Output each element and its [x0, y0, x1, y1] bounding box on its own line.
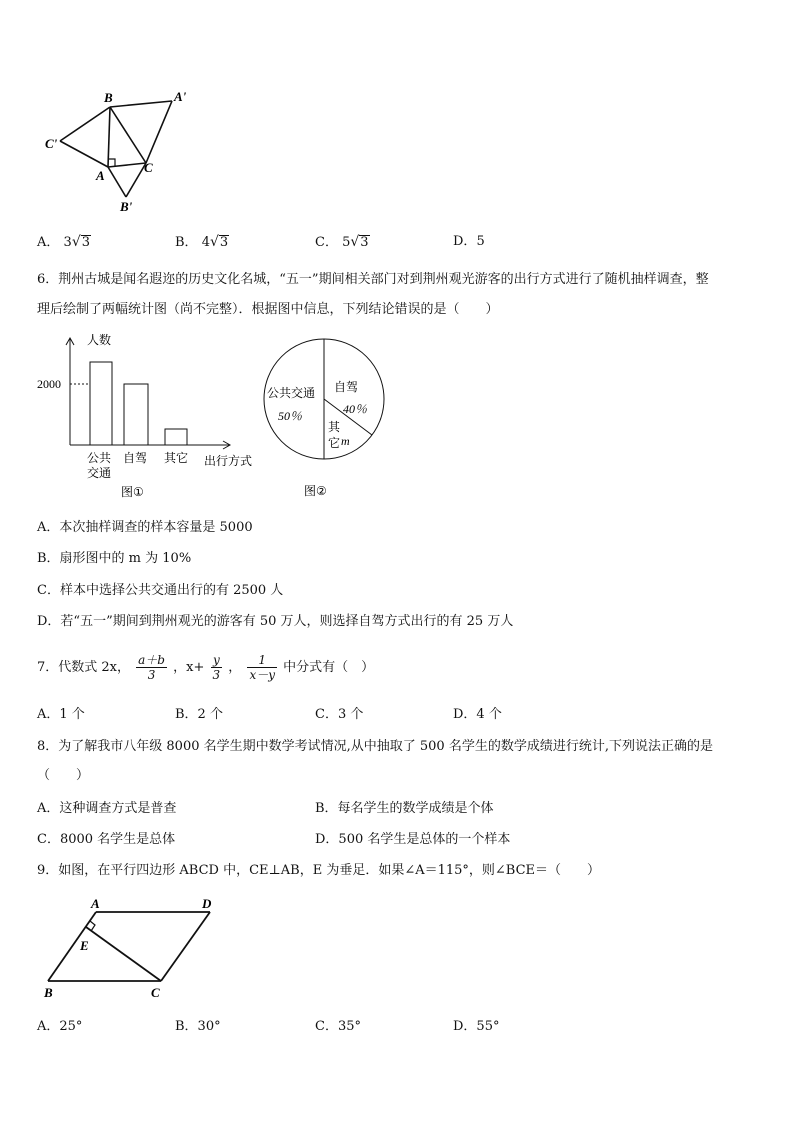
q7-fraction-1: $\frac{a+b}{3}$: [138, 653, 165, 682]
q7-option-d: D．4 个: [453, 707, 502, 722]
q6-bar-ytick-2000: 2000: [37, 377, 61, 391]
q5-label-C-prime: C': [45, 136, 58, 151]
q5-edge-BC: [110, 107, 146, 163]
q8-stem-line1: 8．为了解我市八年级 8000 名学生期中数学考试情况,从中抽取了 500 名学生的数学成绩进行统计,下列说法正确的是: [37, 739, 713, 754]
q9-edge-DC: [161, 912, 210, 981]
q5-option-c-coef: 5: [342, 235, 351, 250]
q5-option-d: D．5: [453, 234, 485, 249]
q5-option-a-coef: 3: [63, 235, 72, 250]
q6-option-d: D．若“五一”期间到荆州观光的游客有 50 万人，则选择自驾方式出行的有 25 万人: [37, 614, 514, 629]
q5-option-b-coef: 4: [201, 235, 210, 250]
q8-option-c: C．8000 名学生是总体: [37, 832, 176, 847]
q6-bar-cat1b: 交通: [87, 466, 112, 480]
q5-label-A: A: [96, 168, 105, 183]
q7-option-b: B．2 个: [175, 707, 223, 722]
q8-stem-line2: （ ）: [37, 768, 90, 783]
q6-option-a: A．本次抽样调查的样本容量是 5000: [37, 520, 253, 535]
q6-pie-caption: 图②: [304, 484, 327, 498]
q6-bar-caption: 图①: [121, 485, 144, 499]
q9-label-C: C: [151, 985, 160, 1000]
q5-label-B-prime: B': [120, 199, 133, 214]
q6-bar-cat1a: 公共: [87, 451, 112, 465]
q5-option-b: B． 4√3: [175, 234, 229, 250]
q6-pie-slice3-a: 其: [328, 420, 341, 434]
q5-edge-AB': [108, 167, 126, 197]
q5-option-a-rad: 3: [81, 235, 91, 250]
q6-bar-cat2: 自驾: [123, 451, 148, 465]
q5-option-c: C． 5√3: [315, 234, 369, 250]
q5-label-B: B: [104, 90, 113, 105]
q5-edge-BC': [60, 107, 110, 141]
q5-figure: [40, 85, 210, 220]
q9-option-a: A．25°: [37, 1019, 83, 1034]
q8-option-a: A．这种调查方式是普查: [37, 801, 177, 816]
q9-figure: [38, 892, 238, 1007]
q9-stem: 9．如图，在平行四边形 ABCD 中，CE⊥AB，E 为垂足．如果∠A＝115°，则∠BCE＝（ ）: [37, 863, 601, 878]
q5-edge-BA: [108, 107, 110, 167]
q7-prefix: 7．代数式 2x，: [37, 660, 131, 675]
q8-option-d: D．500 名学生是总体的一个样本: [315, 832, 511, 847]
q7-comma: ，: [228, 660, 242, 675]
q7-option-a: A．1 个: [37, 707, 85, 722]
q6-bar-public-transit: [90, 362, 112, 445]
q5-edge-CB': [126, 163, 146, 197]
q6-bar-other: [165, 429, 187, 445]
q6-bar-ylabel: 人数: [87, 333, 112, 347]
q5-edge-BA': [110, 101, 172, 107]
q6-option-c: C．样本中选择公共交通出行的有 2500 人: [37, 583, 284, 598]
q6-pie-slice2-pct: 40％: [343, 402, 368, 416]
q5-label-C: C: [144, 160, 153, 175]
q6-pie-slice2-name: 自驾: [334, 380, 359, 394]
q7-stem: [37, 648, 374, 688]
q9-label-A: A: [91, 896, 100, 911]
q6-stem-line2: 理后绘制了两幅统计图（尚不完整）．根据图中信息，下列结论错误的是（ ）: [37, 302, 499, 317]
q6-pie-chart: [258, 335, 398, 500]
q6-option-b: B．扇形图中的 m 为 10%: [37, 551, 192, 566]
q6-pie-slice1-name: 公共交通: [267, 386, 316, 400]
q9-option-c: C．35°: [315, 1019, 361, 1034]
q6-stem-line1: 6．荆州古城是闻名遐迩的历史文化名城，“五一”期间相关部门对到荆州观光游客的出行方式进行了随机抽样调查，整: [37, 272, 709, 287]
q7-fraction-3: $\frac{1}{x-y}$: [249, 653, 276, 682]
q5-edge-A'C: [146, 101, 172, 163]
q9-segment-CE: [86, 927, 161, 981]
q7-option-c: C．3 个: [315, 707, 364, 722]
q5-option-a: A． 3√3: [37, 234, 91, 250]
q9-option-b: B．30°: [175, 1019, 221, 1034]
q5-option-b-rad: 3: [219, 235, 229, 250]
q5-label-A-prime: A': [174, 89, 187, 104]
q5-edge-C'A: [60, 141, 108, 167]
q5-edge-AC: [108, 163, 146, 167]
q7-fraction-2: $\frac{y}{3}$: [212, 653, 221, 682]
q6-bar-xlabel: 出行方式: [204, 454, 253, 468]
q6-bar-chart: [30, 328, 270, 500]
q8-option-b: B．每名学生的数学成绩是个体: [315, 801, 494, 816]
q9-label-B: B: [44, 985, 53, 1000]
q6-pie-slice3-b: 它: [328, 436, 341, 450]
q7-mid: ，x+: [173, 660, 205, 675]
q7-suffix: 中分式有（ ）: [283, 660, 375, 675]
q9-edge-BA: [48, 912, 96, 981]
q6-bar-self-drive: [124, 384, 148, 445]
q6-pie-slice3-var: m: [341, 434, 350, 448]
q6-bar-cat3: 其它: [164, 451, 189, 465]
q6-pie-slice1-pct: 50％: [278, 409, 303, 423]
q5-option-c-rad: 3: [360, 235, 369, 250]
q9-label-D: D: [202, 896, 212, 911]
q9-option-d: D．55°: [453, 1019, 500, 1034]
q9-label-E: E: [80, 938, 89, 953]
